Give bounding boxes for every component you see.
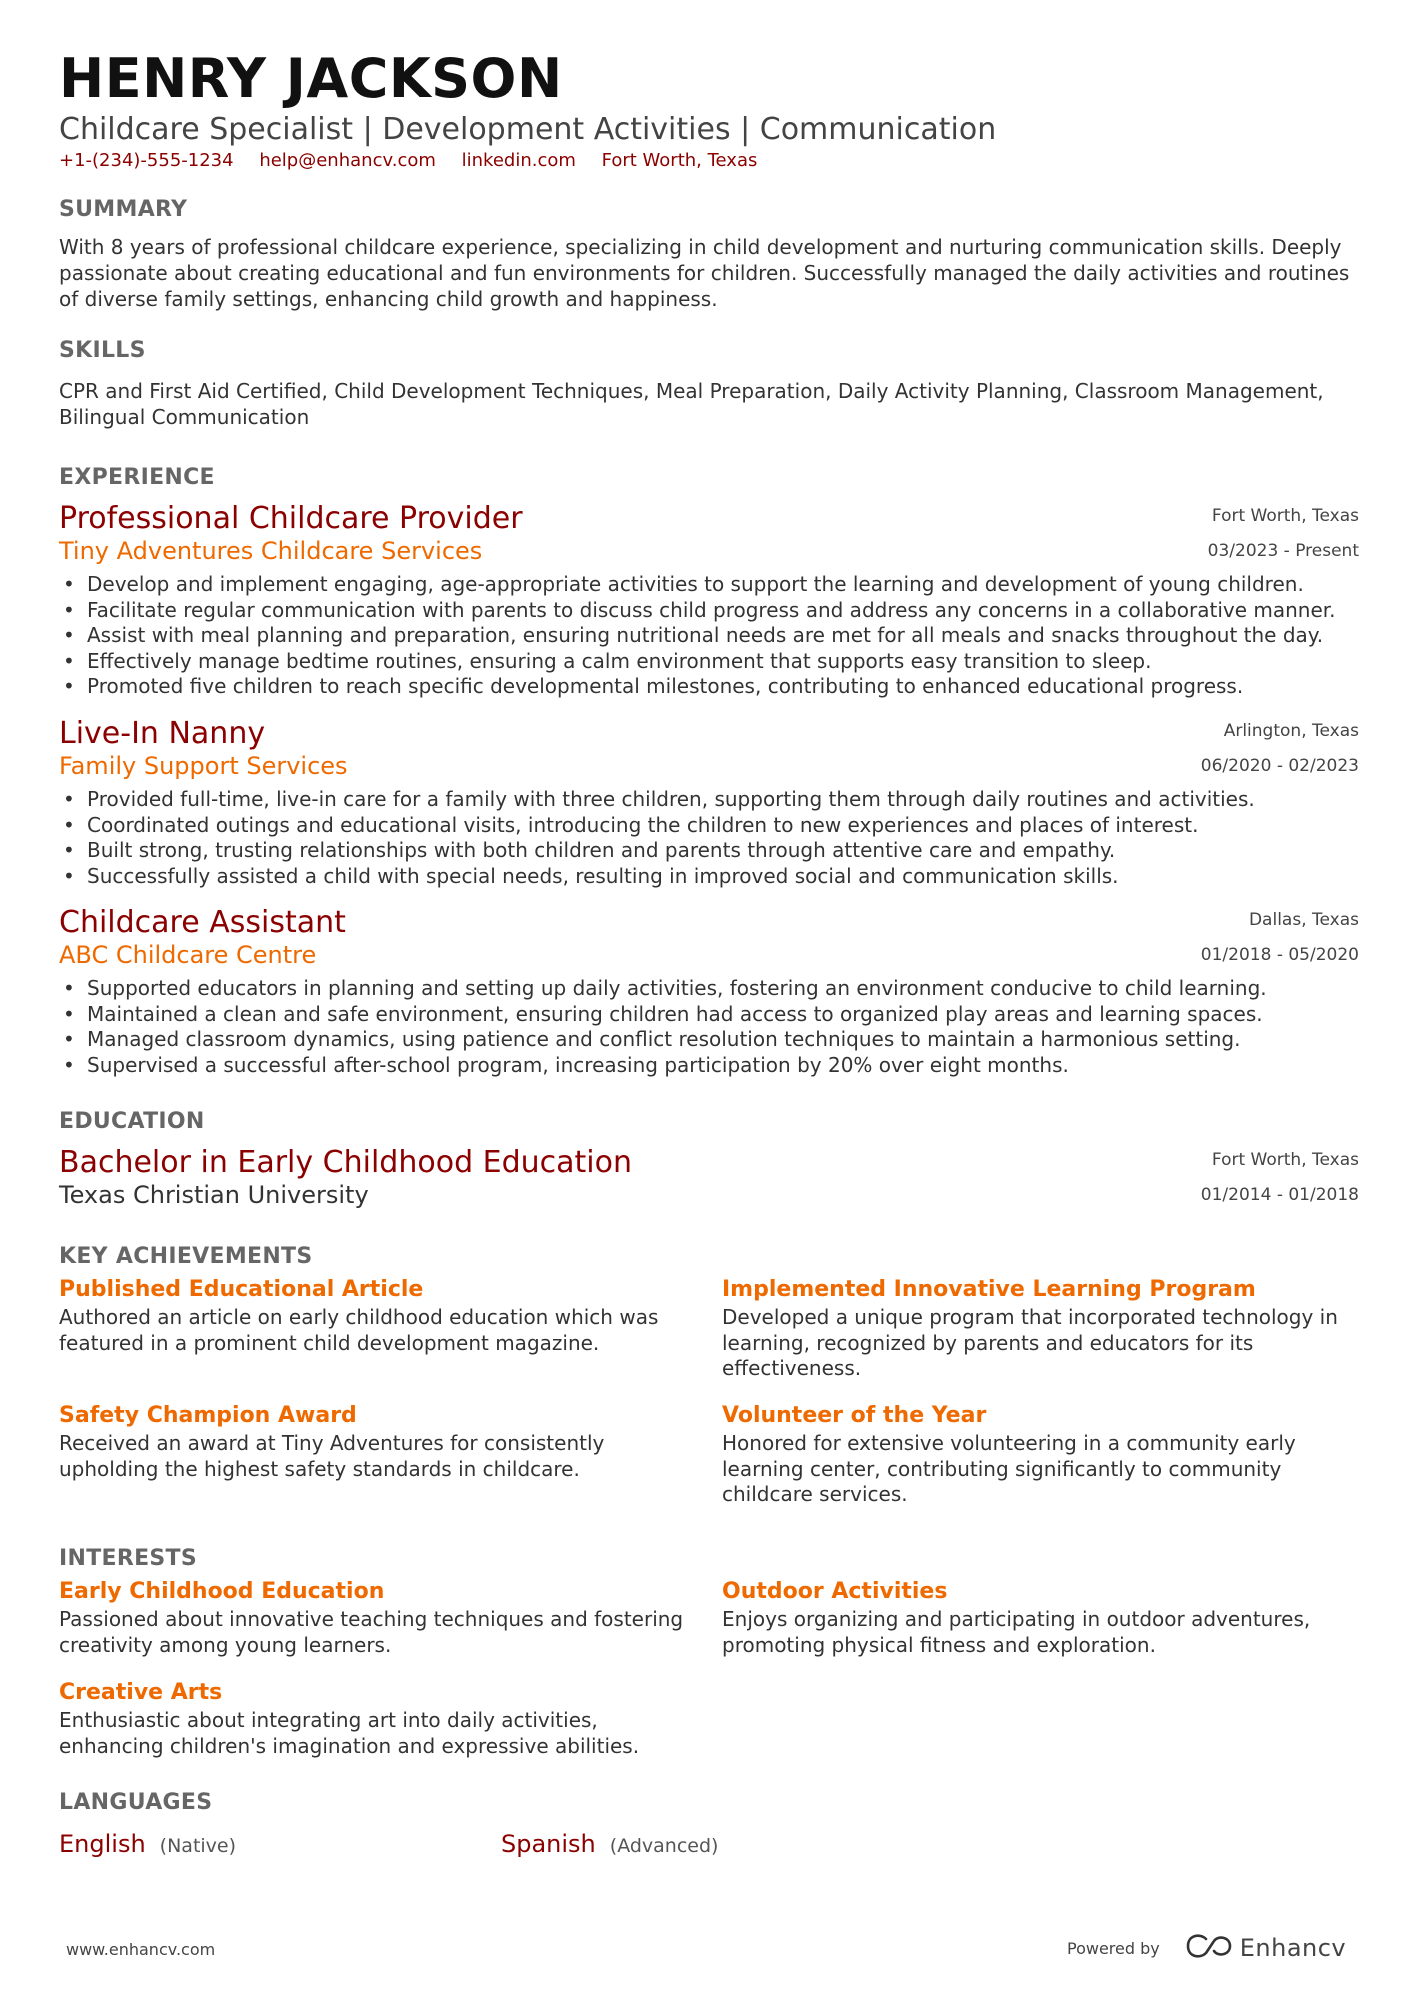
job-title: Live-In Nanny — [59, 716, 266, 751]
job-bullets — [59, 976, 1359, 1078]
job-entry — [59, 906, 1359, 1078]
enhancv-logo-icon — [1186, 1934, 1232, 1962]
language-level: (Advanced) — [609, 1835, 719, 1857]
interest-item — [59, 1678, 689, 1759]
bullet-item: • Promoted five children to reach specific developmental milestones, contributing to enhanced educational progress. — [59, 674, 1359, 700]
job-location: Fort Worth, Texas — [1211, 506, 1359, 526]
education-entry — [59, 1146, 1359, 1210]
location-text: Fort Worth, Texas — [601, 150, 758, 171]
language-item — [501, 1830, 718, 1858]
phone-link[interactable]: +1-(234)-555-1234 — [59, 150, 234, 171]
interest-desc: Passioned about innovative teaching techniques and fostering creativity among young learners. — [59, 1607, 684, 1657]
achievement-desc: Authored an article on early childhood education which was featured in a prominent child development magazine. — [59, 1305, 659, 1355]
interest-desc: Enthusiastic about integrating art into daily activities, enhancing children's imagination and expressive abilities. — [59, 1708, 640, 1758]
job-dates: 01/2018 - 05/2020 — [1200, 945, 1359, 965]
language-name: Spanish — [501, 1830, 596, 1858]
degree-title: Bachelor in Early Childhood Education — [59, 1145, 633, 1180]
languages-heading: LANGUAGES — [59, 1790, 213, 1815]
bullet-item: • Effectively manage bedtime routines, ensuring a calm environment that supports easy transition to sleep. — [59, 649, 1359, 675]
headline: Childcare Specialist | Development Activities | Communication — [59, 112, 997, 147]
achievement-desc: Developed a unique program that incorporated technology in learning, recognized by parents and educators for its effectiveness. — [722, 1305, 1338, 1380]
job-company: Family Support Services — [59, 752, 348, 780]
interest-item — [59, 1577, 689, 1658]
interest-title: Creative Arts — [59, 1680, 223, 1705]
contact-row — [59, 150, 777, 171]
achievement-title: Safety Champion Award — [59, 1403, 357, 1428]
interest-item — [722, 1577, 1352, 1658]
bullet-item: • Maintained a clean and safe environment, ensuring children had access to organized play areas and learning spaces. — [59, 1002, 1359, 1028]
achievement-title: Implemented Innovative Learning Program — [722, 1277, 1256, 1302]
enhancv-brand[interactable]: Enhancv — [1239, 1934, 1347, 1962]
experience-heading: EXPERIENCE — [59, 465, 215, 490]
achievement-item — [722, 1401, 1352, 1508]
bullet-item: • Provided full-time, live-in care for a family with three children, supporting them through daily routines and activities. — [59, 787, 1359, 813]
achievement-item — [722, 1275, 1352, 1382]
skills-heading: SKILLS — [59, 338, 146, 363]
job-dates: 03/2023 - Present — [1207, 541, 1359, 561]
achievement-item — [59, 1275, 689, 1356]
achievement-title: Volunteer of the Year — [722, 1403, 987, 1428]
footer-website-link[interactable]: www.enhancv.com — [66, 1940, 216, 1959]
email-link[interactable]: help@enhancv.com — [259, 150, 436, 171]
interest-title: Outdoor Activities — [722, 1579, 948, 1604]
linkedin-link[interactable]: linkedin.com — [461, 150, 576, 171]
job-dates: 06/2020 - 02/2023 — [1200, 756, 1359, 776]
language-level: (Native) — [159, 1835, 237, 1857]
education-dates: 01/2014 - 01/2018 — [1200, 1185, 1359, 1205]
job-location: Dallas, Texas — [1248, 910, 1359, 930]
achievement-desc: Honored for extensive volunteering in a community early learning center, contributing significantly to community childcare services. — [722, 1431, 1296, 1506]
job-bullets — [59, 572, 1359, 700]
bullet-item: • Coordinated outings and educational visits, introducing the children to new experiences and places of interest. — [59, 813, 1359, 839]
candidate-name: HENRY JACKSON — [59, 47, 563, 110]
school-name: Texas Christian University — [59, 1181, 369, 1209]
interest-title: Early Childhood Education — [59, 1579, 385, 1604]
job-title: Childcare Assistant — [59, 905, 346, 940]
skills-text: CPR and First Aid Certified, Child Development Techniques, Meal Preparation, Daily Activity Planning, Classroom Management, Bilingual Communication — [59, 379, 1324, 429]
achievements-heading: KEY ACHIEVEMENTS — [59, 1244, 313, 1269]
education-location: Fort Worth, Texas — [1211, 1150, 1359, 1170]
bullet-item: • Supervised a successful after-school program, increasing participation by 20% over eight months. — [59, 1053, 1359, 1079]
bullet-item: • Successfully assisted a child with special needs, resulting in improved social and communication skills. — [59, 864, 1359, 890]
job-location: Arlington, Texas — [1223, 721, 1359, 741]
bullet-item: • Facilitate regular communication with parents to discuss child progress and address any concerns in a collaborative manner. — [59, 598, 1359, 624]
bullet-item: • Built strong, trusting relationships with both children and parents through attentive care and empathy. — [59, 838, 1359, 864]
summary-text: With 8 years of professional childcare experience, specializing in child development and nurturing communication skills. Deeply passionate about creating educational and fun environments for children. Successfully managed the daily activities and routines of diverse family settings, enhancing child growth and happiness. — [59, 235, 1350, 311]
job-entry — [59, 502, 1359, 700]
job-company: ABC Childcare Centre — [59, 941, 317, 969]
interest-desc: Enjoys organizing and participating in outdoor adventures, promoting physical fitness and exploration. — [722, 1607, 1311, 1657]
interests-heading: INTERESTS — [59, 1546, 197, 1571]
footer-branding — [1067, 1933, 1346, 1963]
bullet-item: • Supported educators in planning and setting up daily activities, fostering an environment conducive to child learning. — [59, 976, 1359, 1002]
job-bullets — [59, 787, 1359, 889]
language-item — [59, 1830, 236, 1858]
job-title: Professional Childcare Provider — [59, 501, 523, 536]
achievement-desc: Received an award at Tiny Adventures for consistently upholding the highest safety standards in childcare. — [59, 1431, 605, 1481]
job-entry — [59, 717, 1359, 889]
language-name: English — [59, 1830, 146, 1858]
job-company: Tiny Adventures Childcare Services — [59, 537, 483, 565]
bullet-item: • Assist with meal planning and preparation, ensuring nutritional needs are met for all meals and snacks throughout the day. — [59, 623, 1359, 649]
powered-by-label: Powered by — [1067, 1938, 1160, 1958]
bullet-item: • Managed classroom dynamics, using patience and conflict resolution techniques to maintain a harmonious setting. — [59, 1027, 1359, 1053]
bullet-item: • Develop and implement engaging, age-appropriate activities to support the learning and development of young children. — [59, 572, 1359, 598]
education-heading: EDUCATION — [59, 1109, 205, 1134]
achievement-title: Published Educational Article — [59, 1277, 424, 1302]
summary-heading: SUMMARY — [59, 197, 188, 222]
achievement-item — [59, 1401, 689, 1482]
